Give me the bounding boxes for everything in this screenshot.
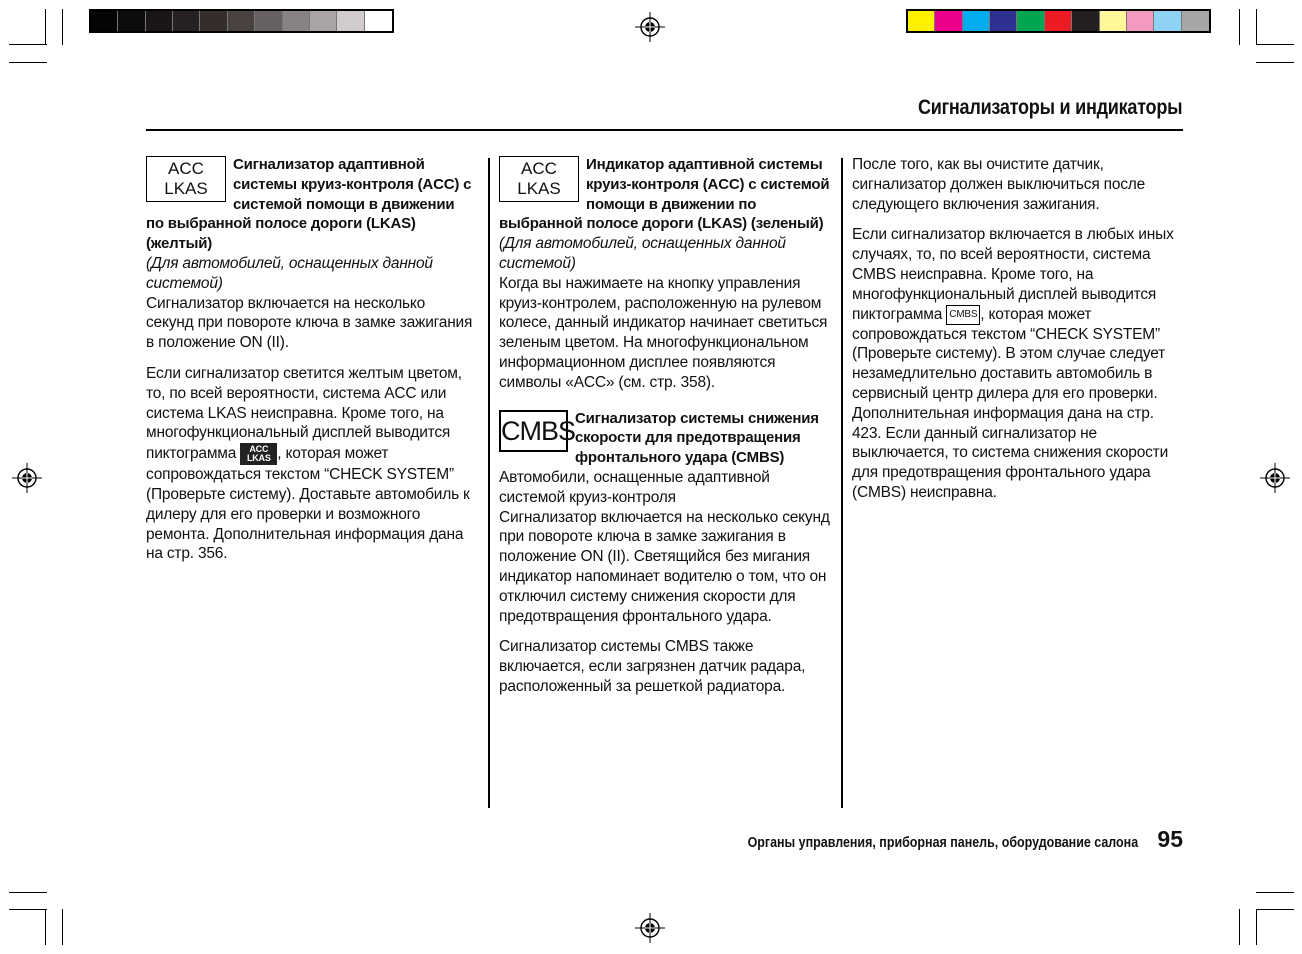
column-divider — [488, 158, 490, 808]
color-swatch — [91, 11, 118, 31]
color-swatch — [146, 11, 173, 31]
crop-mark — [45, 909, 46, 945]
indicator-section-acc-lkas-green — [499, 155, 831, 234]
section-title: Индикатор адаптивной системы круиз-контроля (ACC) с системой помощи в движении по выбранной полосе дороги (LKAS) (зеленый) — [499, 156, 830, 233]
indicator-section-acc-lkas-yellow — [146, 155, 476, 254]
crop-mark — [9, 44, 47, 45]
crop-mark — [1239, 909, 1240, 945]
color-swatch — [990, 11, 1017, 31]
crop-mark — [45, 9, 46, 45]
paragraph: Когда вы нажимаете на кнопку управления круиз-контролем, расположенную на рулевом колесе, данный индикатор начинает светиться зеленым цветом. На многофункциональном информационном дисплее появляются символы «ACC» (см. стр. 358). — [499, 274, 828, 391]
acc-lkas-indicator-icon — [146, 156, 226, 202]
gray-calibration-strip — [89, 9, 394, 33]
crop-mark — [9, 892, 47, 893]
color-swatch — [1127, 11, 1154, 31]
indicator-section-cmbs — [499, 409, 831, 468]
color-swatch — [255, 11, 282, 31]
paragraph: Если сигнализатор светится желтым цветом, то, по всей вероятности, система ACC или система LKAS неисправна. Кроме того, на многофункциональный дисплей выводится пиктограмма ACC LKAS , которая может сопровождаться текстом “CHECK SYSTEM” (Проверьте систему). Доставьте автомобиль к дилеру для его проверки и возможного ремонта. Дополнительная информация дана на стр. 356. — [146, 364, 470, 563]
color-swatch — [228, 11, 255, 31]
crop-mark — [1256, 909, 1257, 945]
page-number: 95 — [1157, 826, 1183, 852]
registration-mark-icon — [12, 463, 42, 493]
registration-mark-icon — [635, 12, 665, 42]
crop-mark — [1256, 44, 1294, 45]
color-swatch — [1072, 11, 1099, 31]
acc-lkas-pictogram-icon: ACC LKAS — [240, 443, 277, 465]
column-middle — [499, 155, 831, 708]
crop-mark — [62, 9, 63, 45]
crop-mark — [1256, 62, 1294, 63]
applicability-note: Автомобили, оснащенные адаптивной системой круиз-контроля — [499, 468, 770, 506]
color-calibration-strip — [906, 9, 1211, 33]
section-title: Сигнализатор системы снижения скорости для предотвращения фронтального удара (CMBS) — [575, 409, 819, 467]
indicator-label: LKAS — [164, 179, 208, 198]
column-left — [146, 155, 476, 575]
indicator-label: ACC — [168, 159, 204, 178]
indicator-label: ACC — [521, 159, 557, 178]
cmbs-pictogram-icon: CMBS — [946, 305, 980, 325]
color-swatch — [118, 11, 145, 31]
color-swatch — [935, 11, 962, 31]
color-swatch — [1045, 11, 1072, 31]
indicator-label: LKAS — [517, 179, 561, 198]
color-swatch — [310, 11, 337, 31]
heading-divider — [146, 129, 1183, 131]
color-swatch — [1154, 11, 1181, 31]
color-swatch — [283, 11, 310, 31]
crop-mark — [1256, 909, 1294, 910]
crop-mark — [1239, 9, 1240, 45]
paragraph: После того, как вы очистите датчик, сигнализатор должен выключиться после следующего включения зажигания. — [852, 156, 1146, 213]
applicability-note: (Для автомобилей, оснащенных данной системой) — [499, 235, 786, 272]
column-right — [852, 155, 1184, 514]
color-swatch — [337, 11, 364, 31]
section-title: Сигнализатор адаптивной системы круиз-контроля (ACC) с системой помощи в движении по выбранной полосе дороги (LKAS) (желтый) — [146, 156, 472, 253]
paragraph: Сигнализатор включается на несколько секунд при повороте ключа в замке зажигания в положение ON (II). — [146, 294, 473, 352]
paragraph: Сигнализатор системы CMBS также включается, если загрязнен датчик радара, расположенный за решеткой радиатора. — [499, 638, 806, 695]
paragraph: Сигнализатор включается на несколько секунд при повороте ключа в замке зажигания в положение ON (II). Светящийся без мигания индикатор напоминает водителю о том, что он отключил систему снижения скорости для предотвращения фронтального удара. — [499, 508, 830, 625]
color-swatch — [1182, 11, 1209, 31]
crop-mark — [9, 62, 47, 63]
color-swatch — [1100, 11, 1127, 31]
color-swatch — [1017, 11, 1044, 31]
crop-mark — [1256, 892, 1294, 893]
color-swatch — [173, 11, 200, 31]
color-swatch — [963, 11, 990, 31]
crop-mark — [9, 909, 47, 910]
color-swatch — [908, 11, 935, 31]
registration-mark-icon — [1260, 463, 1290, 493]
crop-mark — [1256, 9, 1257, 45]
applicability-note: (Для автомобилей, оснащенных данной системой) — [146, 254, 433, 292]
column-divider — [841, 158, 843, 808]
registration-mark-icon — [635, 913, 665, 943]
crop-mark — [62, 909, 63, 945]
section-footer: Органы управления, приборная панель, оборудование салона — [747, 835, 1138, 851]
acc-lkas-indicator-icon — [499, 156, 579, 202]
color-swatch — [365, 11, 392, 31]
page-title: Сигнализаторы и индикаторы — [917, 96, 1182, 119]
paragraph: Если сигнализатор включается в любых иных случаях, то, по всей вероятности, система CMBS неисправна. Кроме того, на многофункциональный дисплей выводится пиктограмма CMBS , которая может сопровождаться текстом “CHECK SYSTEM” (Проверьте систему). В этом случае следует незамедлительно доставить автомобиль в сервисный центр дилера для его проверки. Дополнительная информация дана на стр. 423. Если данный сигнализатор не выключается, то система снижения скорости для предотвращения фронтального удара (CMBS) неисправна. — [852, 226, 1174, 501]
color-swatch — [200, 11, 227, 31]
cmbs-indicator-icon: CMBS — [499, 410, 568, 452]
